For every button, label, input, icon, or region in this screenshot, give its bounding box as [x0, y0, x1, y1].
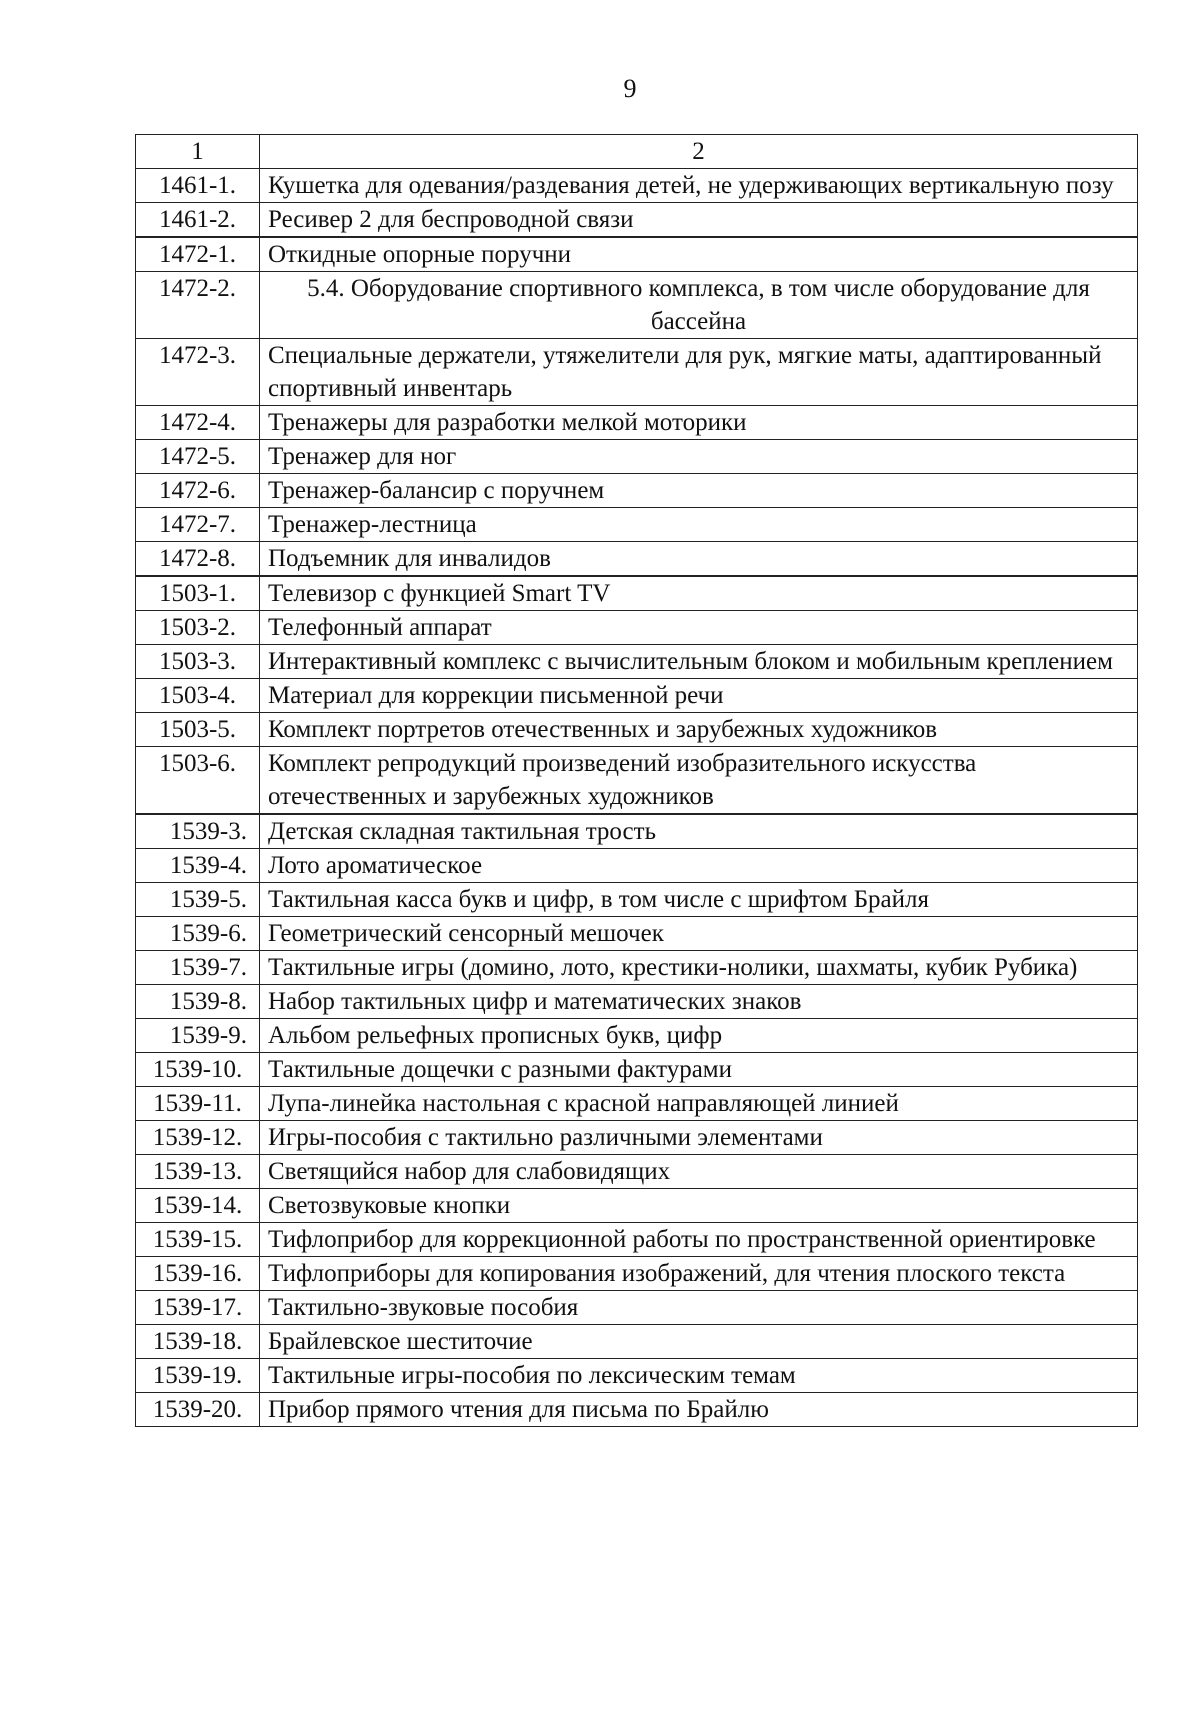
row-description: Набор тактильных цифр и математических знаков	[260, 985, 1138, 1019]
table-row	[136, 1155, 1138, 1189]
table-row	[136, 849, 1138, 883]
row-description: Телефонный аппарат	[260, 611, 1138, 645]
table-row	[136, 883, 1138, 917]
row-description: Тренажеры для разработки мелкой моторики	[260, 406, 1138, 440]
row-code: 1461-1.	[136, 169, 260, 203]
row-description: Брайлевское шеститочие	[260, 1325, 1138, 1359]
table-row	[136, 1393, 1138, 1427]
row-code: 1472-2.	[136, 272, 260, 339]
page-number: 9	[623, 74, 637, 103]
row-code: 1539-18.	[136, 1325, 260, 1359]
row-description: Кушетка для одевания/раздевания детей, не удерживающих вертикальную позу	[260, 169, 1138, 203]
row-description: Тренажер для ног	[260, 440, 1138, 474]
row-code: 1539-14.	[136, 1189, 260, 1223]
table-row	[136, 1189, 1138, 1223]
row-code: 1539-3.	[136, 814, 260, 849]
table-row	[136, 814, 1138, 849]
table-row	[136, 406, 1138, 440]
table-row	[136, 679, 1138, 713]
equipment-table	[135, 134, 1138, 1427]
table-row	[136, 1223, 1138, 1257]
table-row	[136, 985, 1138, 1019]
row-description: Лото ароматическое	[260, 849, 1138, 883]
row-code: 1503-1.	[136, 576, 260, 611]
table-row	[136, 474, 1138, 508]
table-row	[136, 339, 1138, 406]
table-row	[136, 1019, 1138, 1053]
table-row	[136, 713, 1138, 747]
row-code: 1539-19.	[136, 1359, 260, 1393]
row-description: Телевизор с функцией Smart TV	[260, 576, 1138, 611]
row-description: Тактильные игры-пособия по лексическим темам	[260, 1359, 1138, 1393]
row-code: 1539-11.	[136, 1087, 260, 1121]
row-code: 1539-5.	[136, 883, 260, 917]
row-code: 1472-4.	[136, 406, 260, 440]
table-row	[136, 917, 1138, 951]
row-code: 1539-15.	[136, 1223, 260, 1257]
row-description: Откидные опорные поручни	[260, 237, 1138, 272]
header-cell-2: 2	[260, 135, 1138, 169]
table-row	[136, 169, 1138, 203]
row-code: 1472-1.	[136, 237, 260, 272]
row-description: Тренажер-балансир с поручнем	[260, 474, 1138, 508]
row-code: 1539-9.	[136, 1019, 260, 1053]
row-code: 1472-8.	[136, 542, 260, 577]
row-description: 5.4. Оборудование спортивного комплекса, в том числе оборудование для бассейна	[260, 272, 1138, 339]
row-code: 1503-4.	[136, 679, 260, 713]
row-code: 1472-7.	[136, 508, 260, 542]
table-row	[136, 1121, 1138, 1155]
row-code: 1539-20.	[136, 1393, 260, 1427]
row-code: 1472-3.	[136, 339, 260, 406]
row-description: Тренажер-лестница	[260, 508, 1138, 542]
table-row	[136, 1359, 1138, 1393]
row-description: Лупа-линейка настольная с красной направляющей линией	[260, 1087, 1138, 1121]
row-code: 1539-12.	[136, 1121, 260, 1155]
row-description: Геометрический сенсорный мешочек	[260, 917, 1138, 951]
row-code: 1461-2.	[136, 203, 260, 238]
table-row	[136, 508, 1138, 542]
row-description: Интерактивный комплекс с вычислительным блоком и мобильным креплением	[260, 645, 1138, 679]
row-code: 1539-16.	[136, 1257, 260, 1291]
row-description: Тактильные игры (домино, лото, крестики-нолики, шахматы, кубик Рубика)	[260, 951, 1138, 985]
table-row	[136, 1053, 1138, 1087]
row-code: 1539-6.	[136, 917, 260, 951]
row-description: Тактильно-звуковые пособия	[260, 1291, 1138, 1325]
row-description: Ресивер 2 для беспроводной связи	[260, 203, 1138, 238]
row-description: Подъемник для инвалидов	[260, 542, 1138, 577]
table-row	[136, 1325, 1138, 1359]
row-description: Детская складная тактильная трость	[260, 814, 1138, 849]
row-description: Специальные держатели, утяжелители для рук, мягкие маты, адаптированный спортивный инвентарь	[260, 339, 1138, 406]
row-code: 1503-5.	[136, 713, 260, 747]
row-code: 1472-6.	[136, 474, 260, 508]
row-description: Материал для коррекции письменной речи	[260, 679, 1138, 713]
table-row	[136, 237, 1138, 272]
row-description: Игры-пособия с тактильно различными элементами	[260, 1121, 1138, 1155]
row-description: Тактильная касса букв и цифр, в том числе с шрифтом Брайля	[260, 883, 1138, 917]
row-code: 1539-4.	[136, 849, 260, 883]
row-code: 1539-8.	[136, 985, 260, 1019]
row-description: Светозвуковые кнопки	[260, 1189, 1138, 1223]
row-description: Альбом рельефных прописных букв, цифр	[260, 1019, 1138, 1053]
table-row	[136, 645, 1138, 679]
row-description: Светящийся набор для слабовидящих	[260, 1155, 1138, 1189]
row-code: 1539-7.	[136, 951, 260, 985]
table-row	[136, 440, 1138, 474]
table-row	[136, 272, 1138, 339]
table-row	[136, 951, 1138, 985]
table-row	[136, 542, 1138, 577]
table-row	[136, 1291, 1138, 1325]
row-code: 1503-6.	[136, 747, 260, 815]
row-description: Тифлоприборы для копирования изображений, для чтения плоского текста	[260, 1257, 1138, 1291]
row-code: 1503-2.	[136, 611, 260, 645]
row-description: Комплект портретов отечественных и зарубежных художников	[260, 713, 1138, 747]
row-code: 1472-5.	[136, 440, 260, 474]
row-description: Тифлоприбор для коррекционной работы по пространственной ориентировке	[260, 1223, 1138, 1257]
table-row	[136, 1257, 1138, 1291]
row-code: 1503-3.	[136, 645, 260, 679]
table-header-row	[136, 135, 1138, 169]
table-row	[136, 203, 1138, 238]
row-description: Тактильные дощечки с разными фактурами	[260, 1053, 1138, 1087]
row-code: 1539-10.	[136, 1053, 260, 1087]
table-row	[136, 576, 1138, 611]
table-row	[136, 1087, 1138, 1121]
row-code: 1539-17.	[136, 1291, 260, 1325]
row-description: Комплект репродукций произведений изобразительного искусства отечественных и зарубежных художников	[260, 747, 1138, 815]
row-code: 1539-13.	[136, 1155, 260, 1189]
header-cell-1: 1	[136, 135, 260, 169]
table-row	[136, 611, 1138, 645]
row-description: Прибор прямого чтения для письма по Брайлю	[260, 1393, 1138, 1427]
table-row	[136, 747, 1138, 815]
